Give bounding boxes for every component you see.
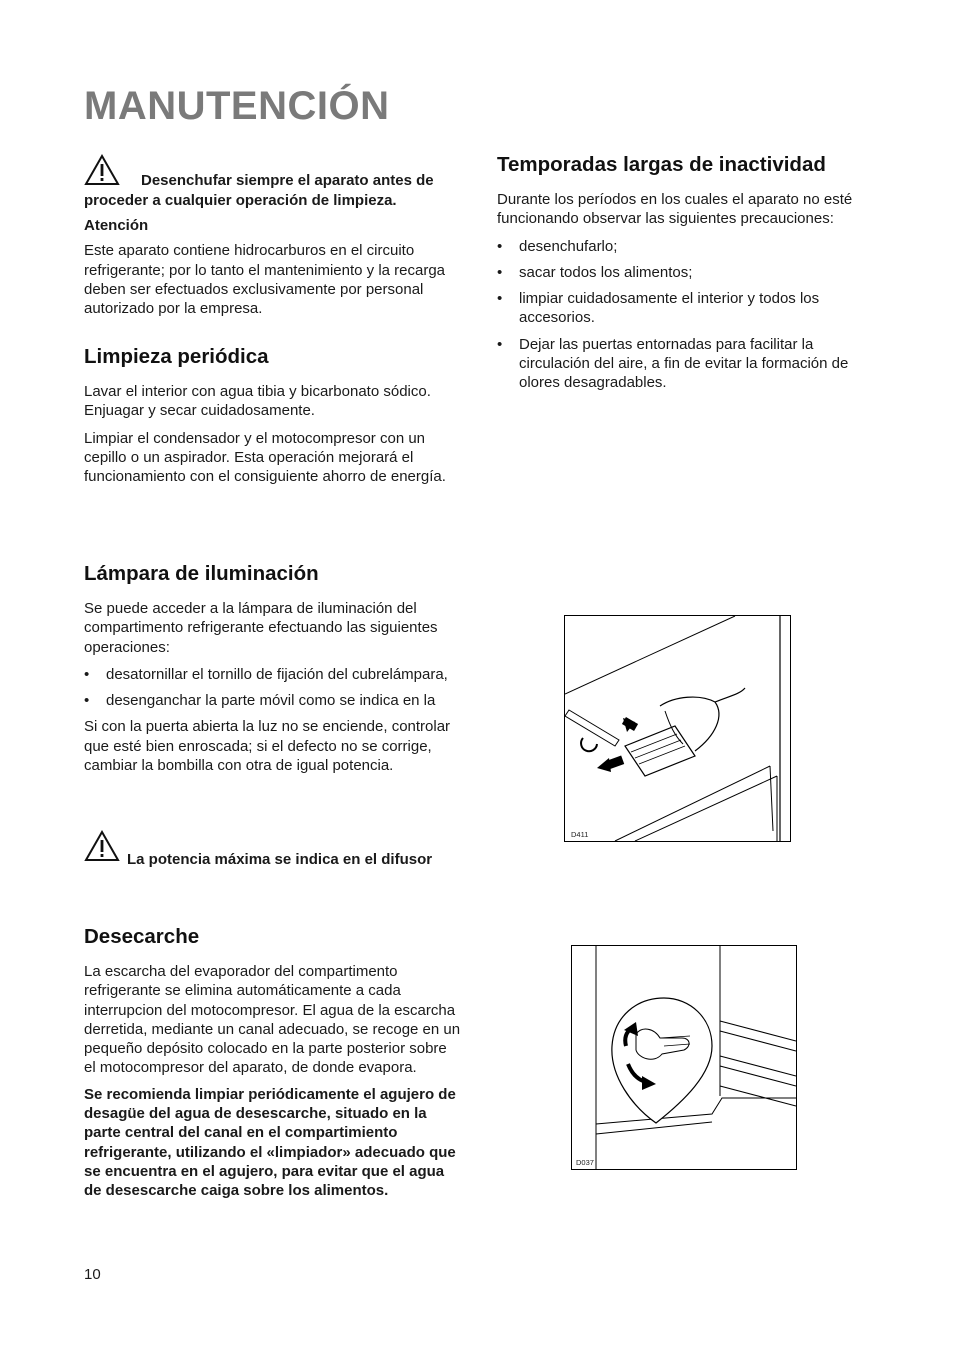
defrost-figure — [571, 945, 797, 1170]
page-number: 10 — [84, 1266, 101, 1283]
defrost-illustration — [572, 946, 796, 1169]
limpieza-heading: Limpieza periódica — [84, 345, 269, 368]
lamp-warning — [84, 828, 474, 868]
warning-icon — [84, 830, 120, 862]
desecarche-paragraph-2: Se recomienda limpiar periódicamente el agujero de desagüe del agua de desescarche, situado en la parte central del canal en el compartimiento refrigerante, utilizando el «limpiador» adecuado que se encuentra en el agujero, para evitar que el agua de desescarche caiga sobre los alimentos. — [84, 1085, 456, 1200]
list-item: • desenganchar la parte móvil como se indica en la — [84, 691, 462, 710]
unplug-warning: Desenchufar siempre el aparato antes de proceder a cualquier operación de limpieza. — [84, 172, 434, 209]
lampara-paragraph-2: Si con la puerta abierta la luz no se enciende, controlar que esté bien enroscada; si el defecto no se corrige, cambiar la bombilla con otra de igual potencia. — [84, 718, 451, 775]
intro-section — [84, 154, 462, 318]
page-title: MANUTENCIÓN — [84, 84, 390, 128]
limpieza-paragraph-1: Lavar el interior con agua tibia y bicarbonato sódico. Enjuagar y secar cuidadosamente. — [84, 383, 431, 420]
defrost-figure-label: D037 — [576, 1158, 594, 1167]
list-item: • sacar todos los alimentos; — [497, 263, 882, 282]
desecarche-section — [84, 925, 462, 1201]
lampara-section — [84, 562, 462, 775]
lampara-heading: Lámpara de iluminación — [84, 562, 319, 585]
temporadas-heading: Temporadas largas de inactividad — [497, 153, 826, 176]
lamp-figure-label: D411 — [571, 830, 589, 839]
list-item: • desenchufarlo; — [497, 237, 882, 256]
desecarche-paragraph-1: La escarcha del evaporador del compartimento refrigerante se elimina automáticamente a cada interrupcion del motocompresor. El agua de la escarcha derretida, mediante un canal adecuado, se recoge en un pequeño depósito colocado en la parte posterior sobre el motocompresor del aparato, de donde evapora. — [84, 963, 461, 1077]
limpieza-paragraph-2: Limpiar el condensador y el motocompresor con un cepillo o un aspirador. Esta operación mejorará el funcionamiento con el consiguiente ahorro de energía. — [84, 429, 446, 486]
list-item: • Dejar las puertas entornadas para facilitar la circulación del aire, a fin de evitar la formación de olores desagradables. — [497, 335, 882, 393]
lampara-list — [84, 665, 462, 711]
warning-icon — [84, 154, 120, 186]
lamp-power-warning: La potencia máxima se indica en el difusor — [127, 851, 433, 868]
list-item: • desatornillar el tornillo de fijación del cubrelámpara, — [84, 665, 462, 684]
lamp-figure — [564, 615, 791, 842]
list-item: • limpiar cuidadosamente el interior y todos los accesorios. — [497, 289, 882, 328]
limpieza-section — [84, 345, 462, 486]
temporadas-intro: Durante los períodos en los cuales el aparato no esté funcionando observar las siguientes precauciones: — [497, 191, 853, 228]
desecarche-heading: Desecarche — [84, 925, 200, 948]
attention-heading: Atención — [84, 217, 149, 234]
temporadas-list — [497, 237, 882, 393]
lampara-intro: Se puede acceder a la lámpara de iluminación del compartimento refrigerante efectuando las siguientes operaciones: — [84, 600, 438, 656]
attention-text: Este aparato contiene hidrocarburos en el circuito refrigerante; por lo tanto el mantenimiento y la recarga deben ser efectuados exclusivamente por personal autorizado por la empresa. — [84, 242, 446, 318]
lamp-illustration — [565, 616, 790, 841]
temporadas-section — [497, 153, 882, 393]
